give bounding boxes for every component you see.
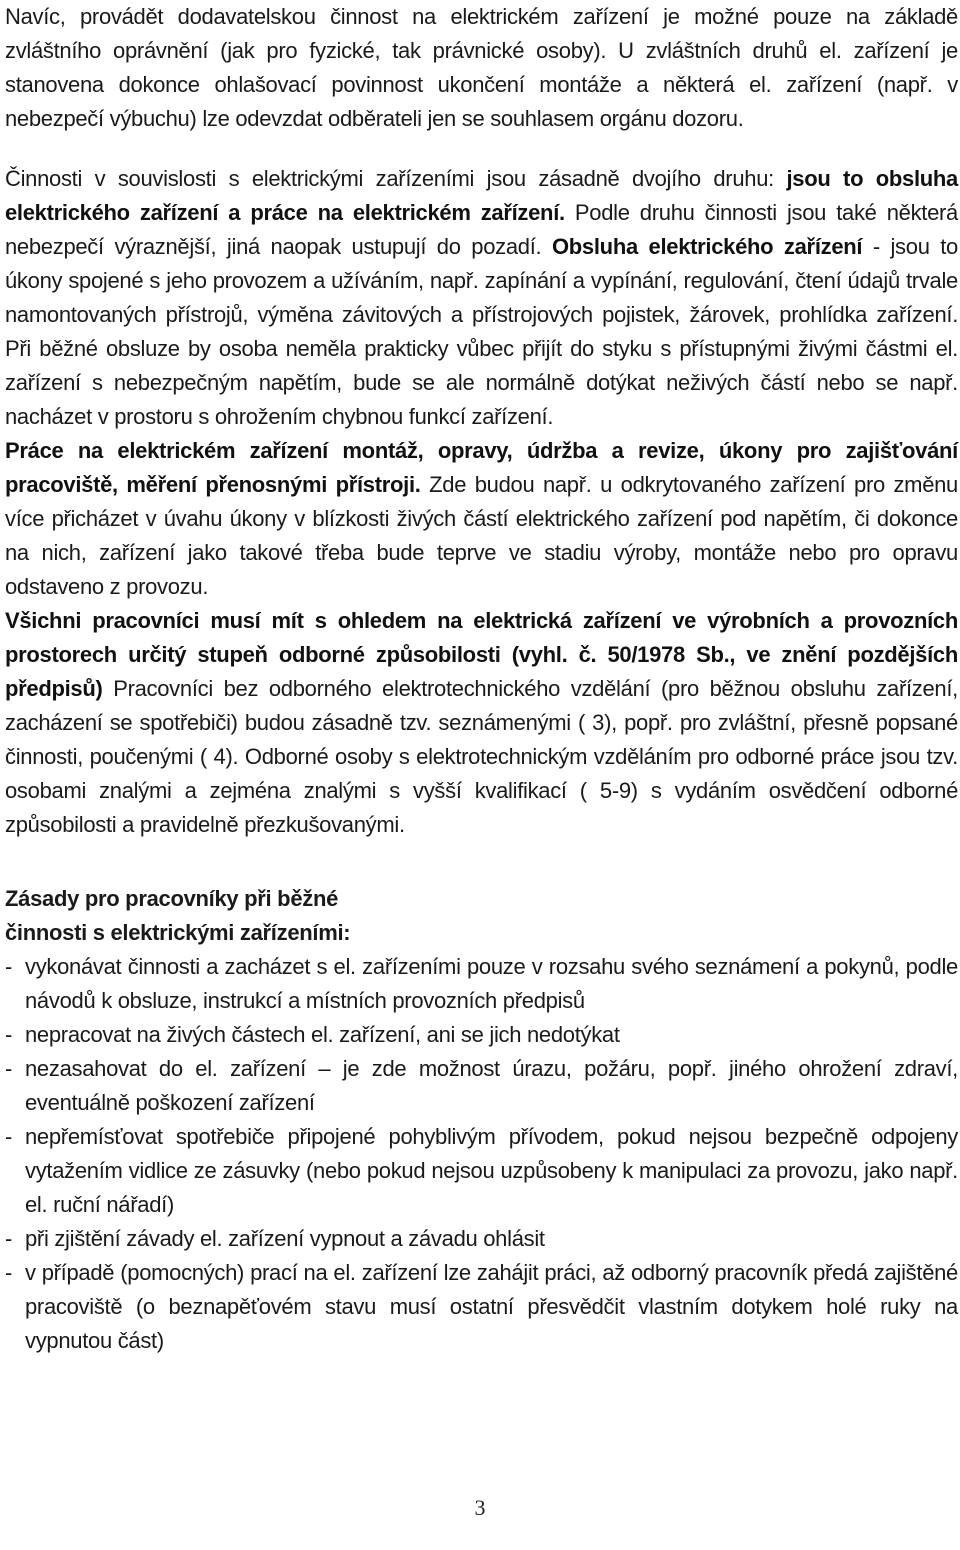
heading-line: Zásady pro pracovníky při běžné <box>5 886 339 911</box>
section-heading <box>5 882 958 950</box>
list-item: - nepřemísťovat spotřebiče připojené pohyblivým přívodem, pokud nejsou bezpečně odpojeny vytažením vidlice ze zásuvky (nebo pokud nejsou uzpůsobeny k manipulaci za provozu, jako např. el. ruční nářadí) <box>5 1120 958 1222</box>
list-item: - v případě (pomocných) prací na el. zařízení lze zahájit práci, až odborný pracovník předá zajištěné pracoviště (o beznapěťovém stavu musí ostatní přesvědčit vlastním dotykem holé ruky na vypnutou část) <box>5 1256 958 1358</box>
text-run: Podle druhu činnosti jsou také některá nebezpečí výraznější, jiná naopak ustupují do pozadí. <box>5 200 958 259</box>
bold-term-qualification: Všichni pracovníci musí mít s ohledem na elektrická zařízení ve výrobních a provozních prostorech určitý stupeň odborné způsobilosti (vyhl. č. 50/1978 Sb., ve znění pozdějších předpisů) <box>5 608 958 701</box>
text-run: Zde budou např. u odkrytovaného zařízení pro změnu více přicházet v úvahu úkony v blízkosti živých částí elektrického zařízení pod napětím, či dokonce na nich, zařízení jako takové třeba bude teprve ve stadiu výroby, montáže nebo pro opravu odstaveno z provozu. <box>5 472 958 599</box>
document-page <box>5 0 958 1358</box>
text-run: - jsou to úkony spojené s jeho provozem a užíváním, např. zapínání a vypínání, regulování, čtení údajů trvale namontovaných přístrojů, výměna závitových a přístrojových pojistek, žárovek, prohlídka zařízení. Při běžné obsluze by osoba neměla prakticky vůbec přijít do styku s přístupnými živými částmi el. zařízení s nebezpečným napětím, bude se ale normálně dotýkat neživých částí nebo se např. nacházet v prostoru s ohrožením chybnou funkcí zařízení. <box>5 234 958 429</box>
list-item: - při zjištění závady el. zařízení vypnout a závadu ohlásit <box>5 1222 958 1256</box>
paragraph-intro: Navíc, provádět dodavatelskou činnost na elektrickém zařízení je možné pouze na základě zvláštního oprávnění (jak pro fyzické, tak právnické osoby). U zvláštních druhů el. zařízení je stanovena dokonce ohlašovací povinnost ukončení montáže a některá el. zařízení (např. v nebezpečí výbuchu) lze odevzdat odběrateli jen se souhlasem orgánu dozoru. <box>5 4 958 131</box>
list-item: - nezasahovat do el. zařízení – je zde možnost úrazu, požáru, popř. jiného ohrožení zdraví, eventuálně poškození zařízení <box>5 1052 958 1120</box>
text-run: Činnosti v souvislosti s elektrickými zařízeními jsou zásadně dvojího druhu: <box>5 166 787 191</box>
paragraph-qualification <box>5 604 958 842</box>
list-item: - nepracovat na živých částech el. zařízení, ani se jich nedotýkat <box>5 1018 958 1052</box>
heading-line: činnosti s elektrickými zařízeními: <box>5 920 351 945</box>
rules-list <box>5 950 958 1358</box>
bold-definition: jsou to obsluha elektrického zařízení a práce na elektrickém zařízení. <box>5 166 958 225</box>
page-number: 3 <box>474 1495 486 1520</box>
paragraph-activity-types <box>5 162 958 434</box>
text-run: Pracovníci bez odborného elektrotechnického vzdělání (pro běžnou obsluhu zařízení, zacházení se spotřebiči) budou zásadně tzv. seznámenými ( 3), popř. pro zvláštní, přesně popsané činnosti, poučenými ( 4). Odborné osoby s elektrotechnickým vzděláním pro odborné práce jsou tzv. osobami znalými a zejména znalými s vyšší kvalifikací ( 5-9) s vydáním osvědčení odborné způsobilosti a pravidelně přezkušovanými. <box>5 676 958 837</box>
list-item: - vykonávat činnosti a zacházet s el. zařízeními pouze v rozsahu svého seznámení a pokynů, podle návodů k obsluze, instrukcí a místních provozních předpisů <box>5 950 958 1018</box>
spacer <box>5 842 958 882</box>
paragraph-work-on-equipment <box>5 434 958 604</box>
bold-term-operation: Obsluha elektrického zařízení <box>551 234 863 259</box>
spacer <box>5 136 958 162</box>
bold-term-work: Práce na elektrickém zařízení montáž, opravy, údržba a revize, úkony pro zajišťování pracoviště, měření přenosnými přístroji. <box>5 438 958 497</box>
